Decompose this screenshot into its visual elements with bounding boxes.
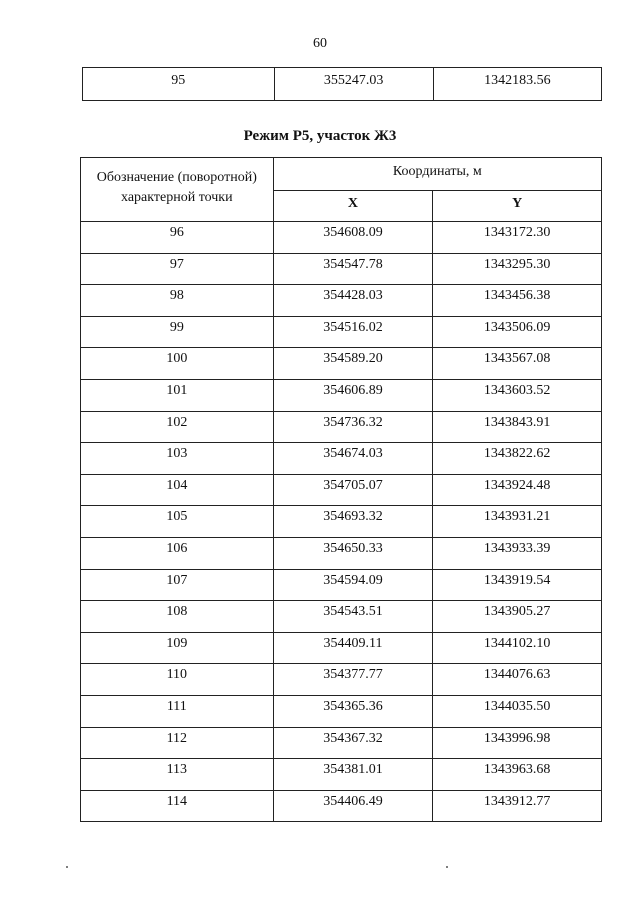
x-cell: 354606.89 — [273, 379, 433, 411]
point-cell: 112 — [81, 727, 274, 759]
point-cell: 107 — [81, 569, 274, 601]
table-header — [81, 158, 602, 222]
scan-mark — [446, 866, 448, 868]
table-row — [81, 695, 602, 727]
y-cell: 1343931.21 — [433, 506, 602, 538]
point-cell: 95 — [83, 68, 275, 101]
point-cell: 114 — [81, 790, 274, 822]
point-cell: 103 — [81, 443, 274, 475]
y-cell: 1343295.30 — [433, 253, 602, 285]
x-header: X — [273, 191, 433, 222]
point-cell: 111 — [81, 695, 274, 727]
x-cell: 354693.32 — [273, 506, 433, 538]
x-cell: 354674.03 — [273, 443, 433, 475]
point-cell: 100 — [81, 348, 274, 380]
table-row — [81, 727, 602, 759]
continuation-table — [82, 67, 602, 101]
table-row — [81, 285, 602, 317]
y-header: Y — [433, 191, 602, 222]
section-title: Режим Р5, участок Ж3 — [243, 128, 397, 144]
table-row — [81, 316, 602, 348]
x-cell: 354365.36 — [273, 695, 433, 727]
point-cell: 101 — [81, 379, 274, 411]
x-cell: 354547.78 — [273, 253, 433, 285]
table-row — [81, 253, 602, 285]
x-cell: 354377.77 — [273, 664, 433, 696]
table-row — [81, 506, 602, 538]
y-cell: 1343963.68 — [433, 759, 602, 791]
x-cell: 354409.11 — [273, 632, 433, 664]
point-cell: 106 — [81, 537, 274, 569]
point-cell: 102 — [81, 411, 274, 443]
table-row — [81, 443, 602, 475]
point-cell: 113 — [81, 759, 274, 791]
y-cell: 1342183.56 — [433, 68, 601, 101]
y-cell: 1343172.30 — [433, 222, 602, 254]
point-cell: 96 — [81, 222, 274, 254]
y-cell: 1343506.09 — [433, 316, 602, 348]
y-cell: 1344035.50 — [433, 695, 602, 727]
y-cell: 1343843.91 — [433, 411, 602, 443]
y-cell: 1343456.38 — [433, 285, 602, 317]
y-cell: 1343924.48 — [433, 474, 602, 506]
x-cell: 354381.01 — [273, 759, 433, 791]
y-cell: 1343822.62 — [433, 443, 602, 475]
point-header: Обозначение (поворотной) характерной точки — [81, 158, 274, 222]
x-cell: 354650.33 — [273, 537, 433, 569]
table-row — [81, 569, 602, 601]
table-row — [81, 222, 602, 254]
point-cell: 105 — [81, 506, 274, 538]
point-cell: 98 — [81, 285, 274, 317]
y-cell: 1343919.54 — [433, 569, 602, 601]
x-cell: 354589.20 — [273, 348, 433, 380]
y-cell: 1343912.77 — [433, 790, 602, 822]
point-cell: 108 — [81, 601, 274, 633]
table-row — [81, 348, 602, 380]
table-row — [83, 68, 602, 101]
point-cell: 109 — [81, 632, 274, 664]
x-cell: 354516.02 — [273, 316, 433, 348]
scan-mark — [66, 866, 68, 868]
table-row — [81, 759, 602, 791]
point-cell: 97 — [81, 253, 274, 285]
point-cell: 110 — [81, 664, 274, 696]
x-cell: 355247.03 — [274, 68, 433, 101]
x-cell: 354428.03 — [273, 285, 433, 317]
x-cell: 354705.07 — [273, 474, 433, 506]
point-cell: 99 — [81, 316, 274, 348]
coordinates-header: Координаты, м — [273, 158, 601, 191]
table-row — [81, 537, 602, 569]
y-cell: 1343567.08 — [433, 348, 602, 380]
table-row — [81, 790, 602, 822]
page-number: 60 — [313, 36, 327, 51]
table-row — [81, 632, 602, 664]
x-cell: 354367.32 — [273, 727, 433, 759]
table-row — [81, 379, 602, 411]
table-row — [81, 411, 602, 443]
x-cell: 354406.49 — [273, 790, 433, 822]
y-cell: 1344102.10 — [433, 632, 602, 664]
y-cell: 1343996.98 — [433, 727, 602, 759]
coordinates-table — [80, 157, 602, 822]
header-row — [81, 158, 602, 191]
table-row — [81, 474, 602, 506]
y-cell: 1343905.27 — [433, 601, 602, 633]
x-cell: 354543.51 — [273, 601, 433, 633]
point-cell: 104 — [81, 474, 274, 506]
y-cell: 1344076.63 — [433, 664, 602, 696]
table-row — [81, 601, 602, 633]
x-cell: 354736.32 — [273, 411, 433, 443]
table-row — [81, 664, 602, 696]
y-cell: 1343603.52 — [433, 379, 602, 411]
continuation-table-body — [83, 68, 602, 101]
x-cell: 354608.09 — [273, 222, 433, 254]
table-body — [81, 222, 602, 822]
x-cell: 354594.09 — [273, 569, 433, 601]
y-cell: 1343933.39 — [433, 537, 602, 569]
